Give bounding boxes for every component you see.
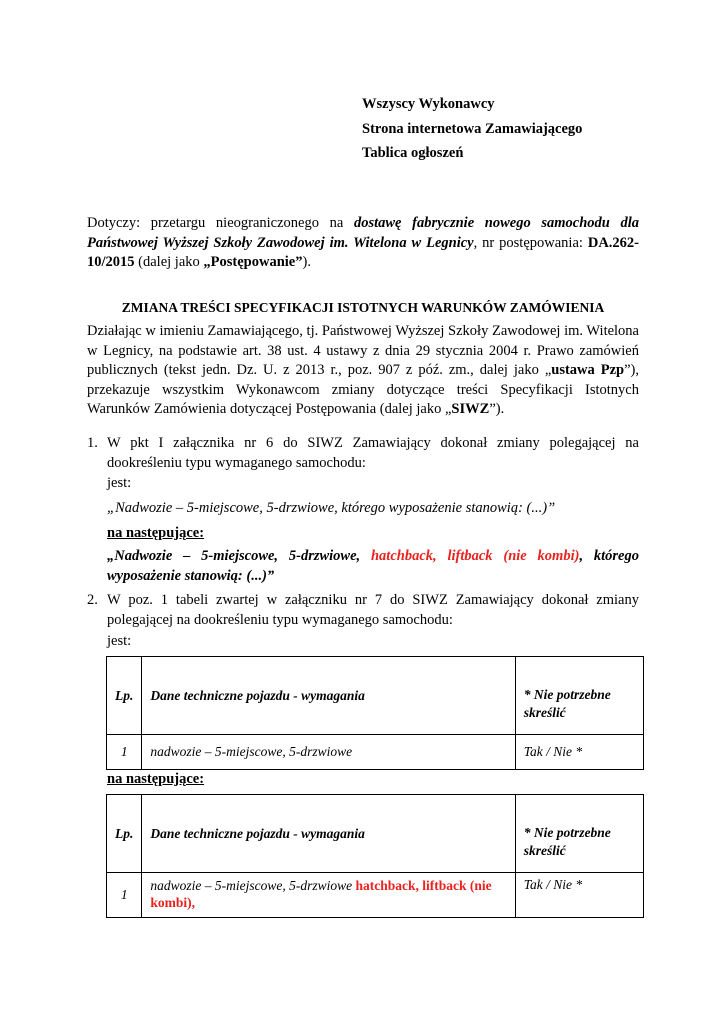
item1-new-text-highlight: hatchback, liftback (nie kombi) [370, 548, 580, 564]
body-text: ”). [489, 401, 505, 417]
recipient-line: Tablica ogłoszeń [362, 145, 464, 161]
cell-lp: 1 [107, 873, 142, 918]
header-lp: Lp. [107, 657, 142, 735]
recipient-line: Strona internetowa Zamawiającego [362, 120, 583, 137]
header-lp: Lp. [107, 795, 142, 873]
table-header-row [107, 795, 644, 873]
cell-value-highlight: hatchback, liftback (nie kombi), [150, 878, 492, 910]
cell-lp: 1 [107, 735, 142, 770]
table-row [107, 735, 644, 770]
item1-jest-label: jest: [107, 475, 132, 491]
siwz-alias: SIWZ [451, 401, 490, 417]
item1-text: W pkt I załącznika nr 6 do SIWZ Zamawiający dokonał zmiany polegającej na dookreśleniu typu wymaganego samochodu: [107, 435, 639, 471]
body-paragraph [87, 322, 639, 420]
recipients-block [362, 92, 582, 166]
recipient-line: Wszyscy Wykonawcy [362, 96, 495, 112]
item-number: 1. [87, 435, 98, 451]
cell-value [142, 873, 515, 918]
body-text: ”), przekazuje wszystkim Wykonawcom zmiany dotyczące treści Specyfikacji Istotnych Warunków Zamówienia dotyczącej Postępowania (dalej jako „ [87, 362, 639, 417]
item1-new-text [107, 547, 639, 586]
subject-emphasis: dostawę fabrycznie nowego samochodu dla Państwowej Wyższej Szkoły Zawodowej im. Witelona w Legnicy [87, 215, 639, 251]
subject-text: (dalej jako [134, 254, 204, 270]
case-alias: „Postępowanie” [203, 254, 303, 270]
item2-new-label: na następujące: [107, 771, 205, 787]
body-text: Działając w imieniu Zamawiającego, tj. Państwowej Wyższej Szkoły Zawodowej im. Witelona w Legnicy, na podstawie art. 38 ust. 4 ustawy z dnia 29 stycznia 2004 r. Prawo zamówień publicznych (tekst jedn. Dz. U. z 2013 r., poz. 907 z póź. zm., dalej jako „ [87, 323, 639, 378]
cell-choice: Tak / Nie * [515, 735, 643, 770]
subject-text: Dotyczy: przetargu nieograniczonego na [87, 215, 354, 231]
header-dane: Dane techniczne pojazdu - wymagania [142, 795, 515, 873]
subject-paragraph [87, 214, 639, 273]
header-dane: Dane techniczne pojazdu - wymagania [142, 657, 515, 735]
case-number: DA.262-10/2015 [87, 234, 639, 270]
cell-choice: Tak / Nie * [515, 873, 643, 918]
subject-text: ). [302, 254, 311, 270]
item-number: 2. [87, 592, 98, 608]
law-alias: ustawa Pzp [551, 362, 625, 378]
table-header-row [107, 657, 644, 735]
table-row [107, 873, 644, 918]
old-spec-table [106, 656, 644, 770]
item1-old-text: „Nadwozie – 5-miejscowe, 5-drzwiowe, którego wyposażenie stanowią: (...)” [107, 500, 556, 516]
header-note: * Nie potrzebne skreślić [515, 657, 643, 735]
item1-new-label: na następujące: [107, 525, 205, 541]
item1-new-text-part: „Nadwozie – 5-miejscowe, 5-drzwiowe, [107, 548, 371, 564]
cell-value-text: nadwozie – 5-miejscowe, 5-drzwiowe [150, 878, 356, 893]
document-heading: ZMIANA TREŚCI SPECYFIKACJI ISTOTNYCH WARUNKÓW ZAMÓWIENIA [121, 300, 605, 315]
item2-text: W poz. 1 tabeli zwartej w załączniku nr 7 do SIWZ Zamawiający dokonał zmiany polegającej na dookreśleniu typu wymaganego samochodu: [107, 592, 639, 628]
cell-value: nadwozie – 5-miejscowe, 5-drzwiowe [142, 735, 515, 770]
item1-new-text-part: , którego wyposażenie stanowią: (...)” [107, 548, 639, 584]
item2-jest-label: jest: [107, 633, 132, 649]
header-note: * Nie potrzebne skreślić [515, 795, 643, 873]
subject-text: , nr postępowania: [473, 234, 588, 251]
new-spec-table [106, 794, 644, 918]
